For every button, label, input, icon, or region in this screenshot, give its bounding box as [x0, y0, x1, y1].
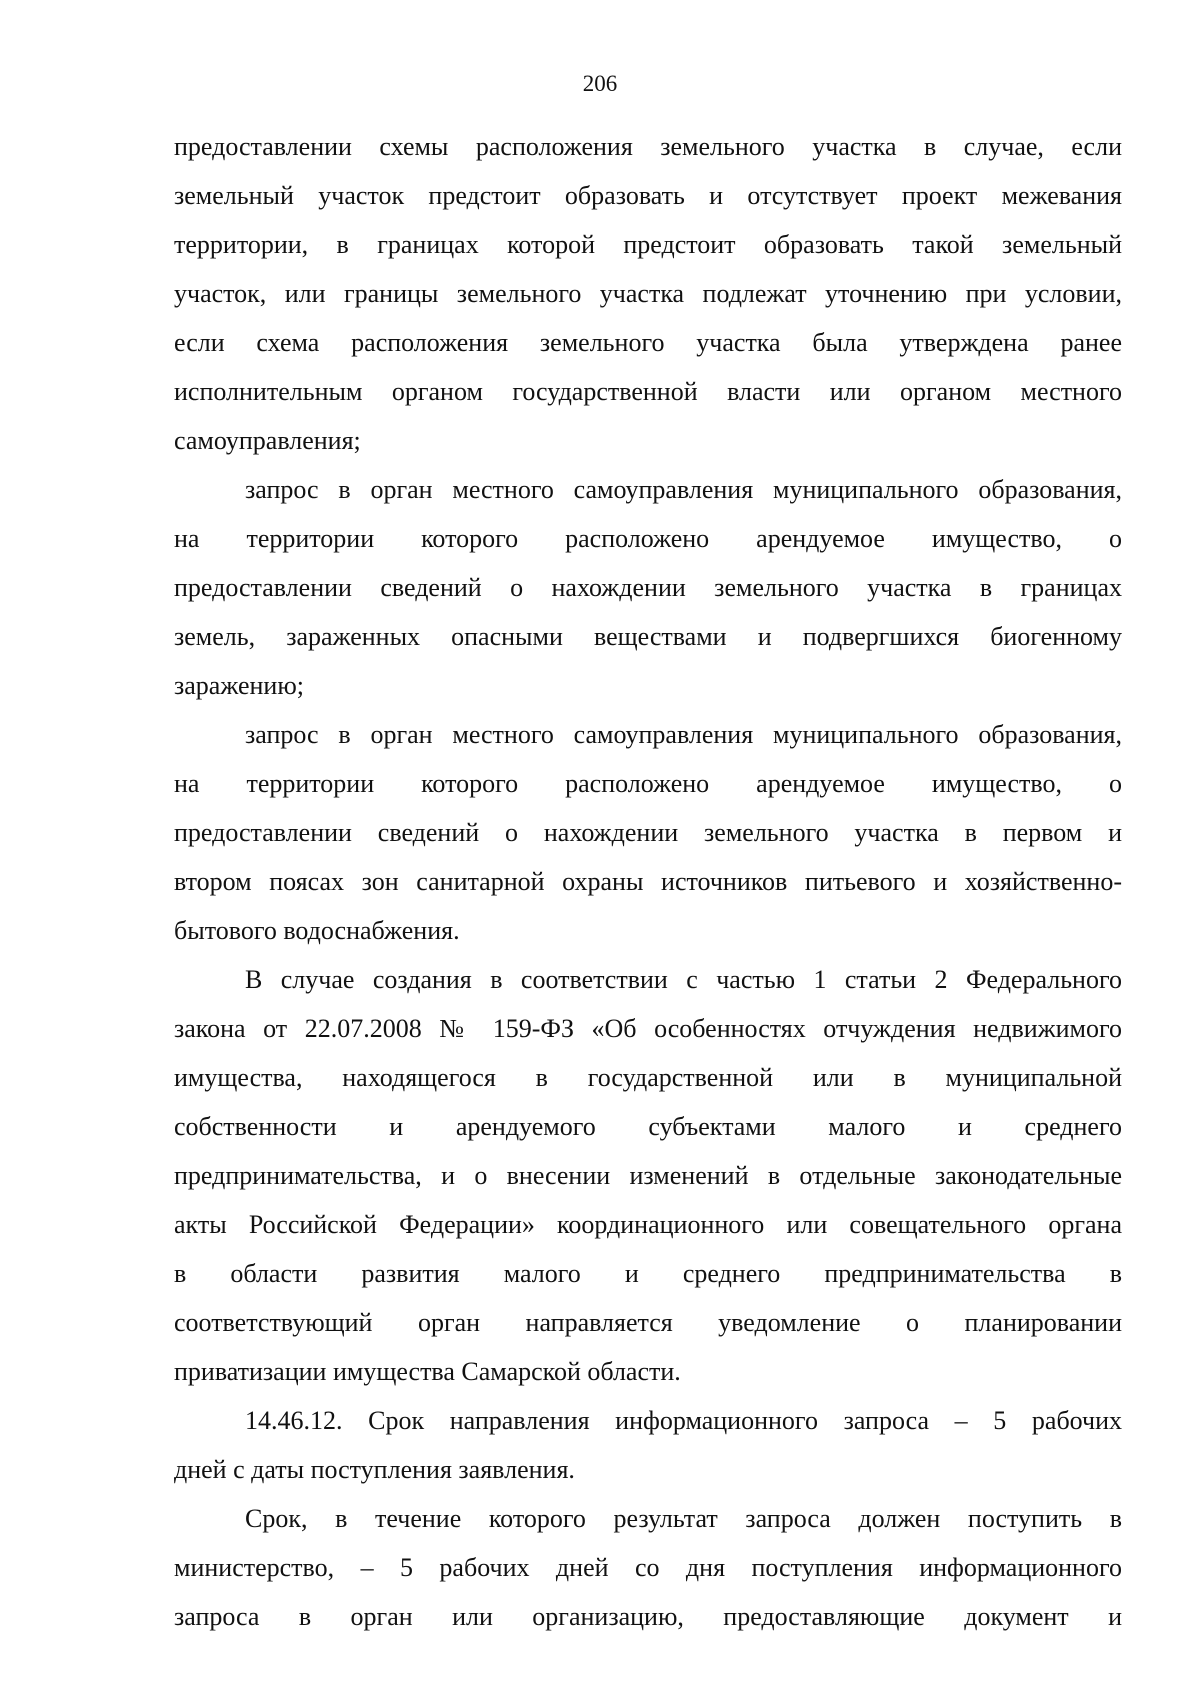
text-line: акты Российской Федерации» координационного или совещательного органа: [174, 1210, 1122, 1239]
text-line: В случае создания в соответствии с частью 1 статьи 2 Федерального: [245, 965, 1122, 994]
text-line: бытового водоснабжения.: [174, 916, 460, 945]
text-line: соответствующий орган направляется уведомление о планировании: [174, 1308, 1122, 1337]
text-line: территории, в границах которой предстоит образовать такой земельный: [174, 230, 1122, 259]
paragraph: [174, 1396, 1122, 1494]
text-line: земельный участок предстоит образовать и отсутствует проект межевания: [174, 181, 1122, 210]
paragraph: [174, 122, 1122, 465]
text-line: земель, зараженных опасными веществами и подвергшихся биогенному: [174, 622, 1122, 651]
text-line: втором поясах зон санитарной охраны источников питьевого и хозяйственно-: [174, 867, 1122, 896]
text-line: участок, или границы земельного участка подлежат уточнению при условии,: [174, 279, 1122, 308]
text-line: на территории которого расположено арендуемое имущество, о: [174, 524, 1122, 553]
text-line: приватизации имущества Самарской области.: [174, 1357, 681, 1386]
paragraph: [174, 955, 1122, 1396]
text-line: если схема расположения земельного участка была утверждена ранее: [174, 328, 1122, 357]
page-number: 206: [582, 71, 618, 96]
text-line: на территории которого расположено арендуемое имущество, о: [174, 769, 1122, 798]
text-line: имущества, находящегося в государственной или в муниципальной: [174, 1063, 1122, 1092]
text-line: предоставлении схемы расположения земельного участка в случае, если: [174, 132, 1122, 161]
text-line: запрос в орган местного самоуправления муниципального образования,: [245, 720, 1122, 749]
text-line: самоуправления;: [174, 426, 361, 455]
text-line: в области развития малого и среднего предпринимательства в: [174, 1259, 1122, 1288]
text-line: закона от 22.07.2008 № 159-ФЗ «Об особенностях отчуждения недвижимого: [174, 1014, 1122, 1043]
text-line: министерство, – 5 рабочих дней со дня поступления информационного: [174, 1553, 1122, 1582]
text-line: исполнительным органом государственной власти или органом местного: [174, 377, 1122, 406]
text-line: заражению;: [174, 671, 304, 700]
text-line: предпринимательства, и о внесении изменений в отдельные законодательные: [174, 1161, 1122, 1190]
paragraph: [174, 710, 1122, 955]
text-line: Срок, в течение которого результат запроса должен поступить в: [245, 1504, 1122, 1533]
paragraph: [174, 1494, 1122, 1641]
text-line: запроса в орган или организацию, предоставляющие документ и: [174, 1602, 1122, 1631]
text-line: дней с даты поступления заявления.: [174, 1455, 575, 1484]
text-line: предоставлении сведений о нахождении земельного участка в первом и: [174, 818, 1122, 847]
paragraph: [174, 465, 1122, 710]
text-line: собственности и арендуемого субъектами малого и среднего: [174, 1112, 1122, 1141]
text-line: запрос в орган местного самоуправления муниципального образования,: [245, 475, 1122, 504]
text-line: 14.46.12. Срок направления информационного запроса – 5 рабочих: [245, 1406, 1122, 1435]
text-line: предоставлении сведений о нахождении земельного участка в границах: [174, 573, 1122, 602]
document-body: [174, 122, 1122, 1641]
